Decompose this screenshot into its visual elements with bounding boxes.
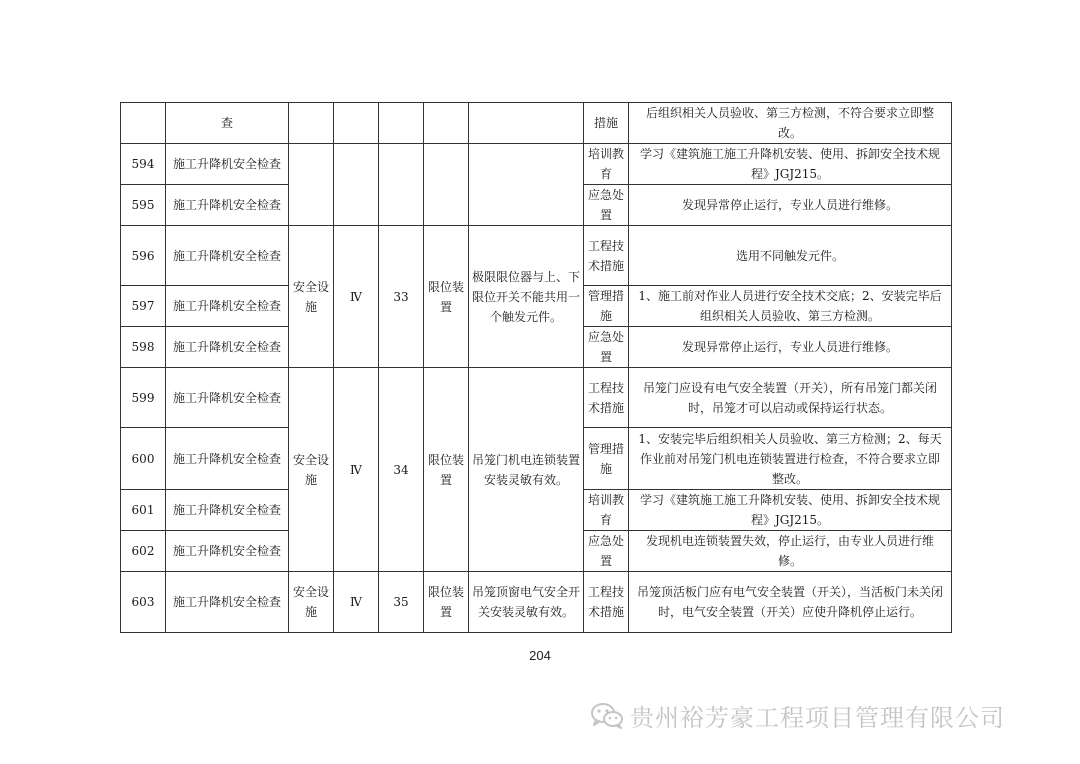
table-row — [121, 103, 952, 144]
measure-text: 发现异常停止运行，专业人员进行维修。 — [629, 185, 952, 226]
safety-check-table — [120, 102, 952, 633]
hazard-description: 吊笼顶窗电气安全开关安装灵敏有效。 — [469, 572, 584, 633]
check-item-name: 施工升降机安全检查 — [166, 572, 289, 633]
measure-type: 培训教育 — [584, 144, 629, 185]
check-item-name: 施工升降机安全检查 — [166, 286, 289, 327]
row-number: 598 — [121, 327, 166, 368]
measure-type: 培训教育 — [584, 490, 629, 531]
measure-text: 发现异常停止运行，专业人员进行维修。 — [629, 327, 952, 368]
group-index: 35 — [379, 572, 424, 633]
hazard-item: 限位装置 — [424, 368, 469, 572]
hazard-description: 极限限位器与上、下限位开关不能共用一个触发元件。 — [469, 226, 584, 368]
measure-type: 措施 — [584, 103, 629, 144]
hazard-item: 限位装置 — [424, 572, 469, 633]
row-number: 600 — [121, 428, 166, 490]
measure-type: 管理措施 — [584, 428, 629, 490]
blank-cell — [379, 103, 424, 144]
row-number: 599 — [121, 368, 166, 428]
risk-level: Ⅳ — [334, 226, 379, 368]
row-number: 595 — [121, 185, 166, 226]
table-row — [121, 572, 952, 633]
risk-level: Ⅳ — [334, 572, 379, 633]
measure-text: 吊笼门应设有电气安全装置（开关），所有吊笼门都关闭时，吊笼才可以启动或保持运行状态。 — [629, 368, 952, 428]
check-item-name: 施工升降机安全检查 — [166, 531, 289, 572]
hazard-item: 限位装置 — [424, 226, 469, 368]
measure-type: 工程技术措施 — [584, 226, 629, 286]
blank-cell — [379, 144, 424, 226]
measure-text: 学习《建筑施工施工升降机安装、使用、拆卸安全技术规程》JGJ215。 — [629, 490, 952, 531]
check-item-name: 查 — [166, 103, 289, 144]
measure-text: 后组织相关人员验收、第三方检测，不符合要求立即整改。 — [629, 103, 952, 144]
measure-type: 工程技术措施 — [584, 368, 629, 428]
check-item-name: 施工升降机安全检查 — [166, 490, 289, 531]
row-number: 597 — [121, 286, 166, 327]
blank-cell — [424, 103, 469, 144]
blank-cell — [469, 103, 584, 144]
measure-text: 选用不同触发元件。 — [629, 226, 952, 286]
blank-cell — [334, 103, 379, 144]
watermark — [590, 698, 1005, 733]
group-index: 34 — [379, 368, 424, 572]
check-item-name: 施工升降机安全检查 — [166, 144, 289, 185]
group-index: 33 — [379, 226, 424, 368]
blank-cell — [334, 144, 379, 226]
check-item-name: 施工升降机安全检查 — [166, 327, 289, 368]
measure-type: 应急处置 — [584, 531, 629, 572]
blank-cell — [424, 144, 469, 226]
measure-text: 1、安装完毕后组织相关人员验收、第三方检测；2、每天作业前对吊笼门机电连锁装置进行检查，不符合要求立即整改。 — [629, 428, 952, 490]
hazard-category: 安全设施 — [289, 572, 334, 633]
table-row — [121, 368, 952, 428]
row-number — [121, 103, 166, 144]
check-item-name: 施工升降机安全检查 — [166, 185, 289, 226]
row-number: 603 — [121, 572, 166, 633]
check-item-name: 施工升降机安全检查 — [166, 226, 289, 286]
blank-cell — [469, 144, 584, 226]
measure-type: 工程技术措施 — [584, 572, 629, 633]
measure-type: 应急处置 — [584, 185, 629, 226]
hazard-category: 安全设施 — [289, 226, 334, 368]
measure-type: 管理措施 — [584, 286, 629, 327]
measure-text: 吊笼顶活板门应有电气安全装置（开关），当活板门未关闭时，电气安全装置（开关）应使升降机停止运行。 — [629, 572, 952, 633]
table-row — [121, 226, 952, 286]
check-item-name: 施工升降机安全检查 — [166, 428, 289, 490]
measure-type: 应急处置 — [584, 327, 629, 368]
row-number: 594 — [121, 144, 166, 185]
measure-text: 1、施工前对作业人员进行安全技术交底；2、安装完毕后组织相关人员验收、第三方检测。 — [629, 286, 952, 327]
measure-text: 发现机电连锁装置失效，停止运行，由专业人员进行维修。 — [629, 531, 952, 572]
row-number: 601 — [121, 490, 166, 531]
risk-level: Ⅳ — [334, 368, 379, 572]
blank-cell — [289, 144, 334, 226]
row-number: 602 — [121, 531, 166, 572]
hazard-description: 吊笼门机电连锁装置安装灵敏有效。 — [469, 368, 584, 572]
table-row — [121, 144, 952, 185]
check-item-name: 施工升降机安全检查 — [166, 368, 289, 428]
page-number: 204 — [529, 648, 551, 663]
row-number: 596 — [121, 226, 166, 286]
measure-text: 学习《建筑施工施工升降机安装、使用、拆卸安全技术规程》JGJ215。 — [629, 144, 952, 185]
blank-cell — [289, 103, 334, 144]
wechat-icon — [590, 702, 624, 730]
watermark-text: 贵州裕芳豪工程项目管理有限公司 — [630, 704, 1005, 732]
hazard-category: 安全设施 — [289, 368, 334, 572]
